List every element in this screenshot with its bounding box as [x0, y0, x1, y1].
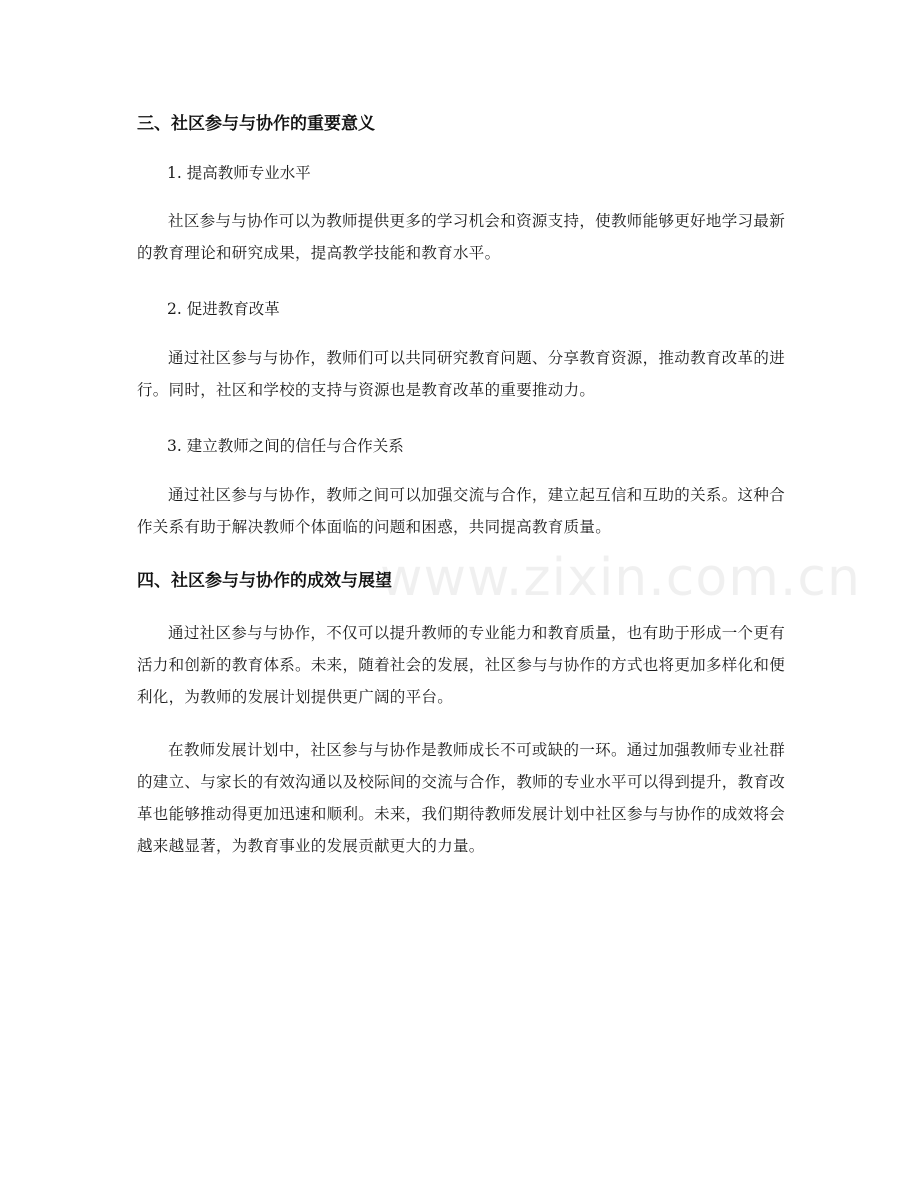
paragraph-1: 社区参与与协作可以为教师提供更多的学习机会和资源支持，使教师能够更好地学习最新的教育理论和研究成果，提高教学技能和教育水平。: [137, 212, 785, 262]
subheading-2: 2. 促进教育改革: [167, 300, 280, 318]
watermark: www.zixin.com.cn: [380, 548, 861, 608]
section-4-heading: 四、社区参与与协作的成效与展望: [137, 571, 392, 591]
paragraph-2: 通过社区参与与协作，教师们可以共同研究教育问题、分享教育资源，推动教育改革的进行。同时，社区和学校的支持与资源也是教育改革的重要推动力。: [137, 349, 785, 399]
paragraph-5: 在教师发展计划中，社区参与与协作是教师成长不可或缺的一环。通过加强教师专业社群的建立、与家长的有效沟通以及校际间的交流与合作，教师的专业水平可以得到提升，教育改革也能够推动得更加迅速和顺利。未来，我们期待教师发展计划中社区参与与协作的成效将会越来越显著，为教育事业的发展贡献更大的力量。: [137, 741, 785, 855]
paragraph-3: 通过社区参与与协作，教师之间可以加强交流与合作，建立起互信和互助的关系。这种合作关系有助于解决教师个体面临的问题和困惑，共同提高教育质量。: [137, 486, 785, 536]
paragraph-4: 通过社区参与与协作，不仅可以提升教师的专业能力和教育质量，也有助于形成一个更有活力和创新的教育体系。未来，随着社会的发展，社区参与与协作的方式也将更加多样化和便利化，为教师的发展计划提供更广阔的平台。: [137, 624, 785, 706]
subheading-1: 1. 提高教师专业水平: [167, 164, 311, 182]
subheading-3: 3. 建立教师之间的信任与合作关系: [167, 437, 404, 455]
section-3-heading: 三、社区参与与协作的重要意义: [137, 114, 375, 134]
